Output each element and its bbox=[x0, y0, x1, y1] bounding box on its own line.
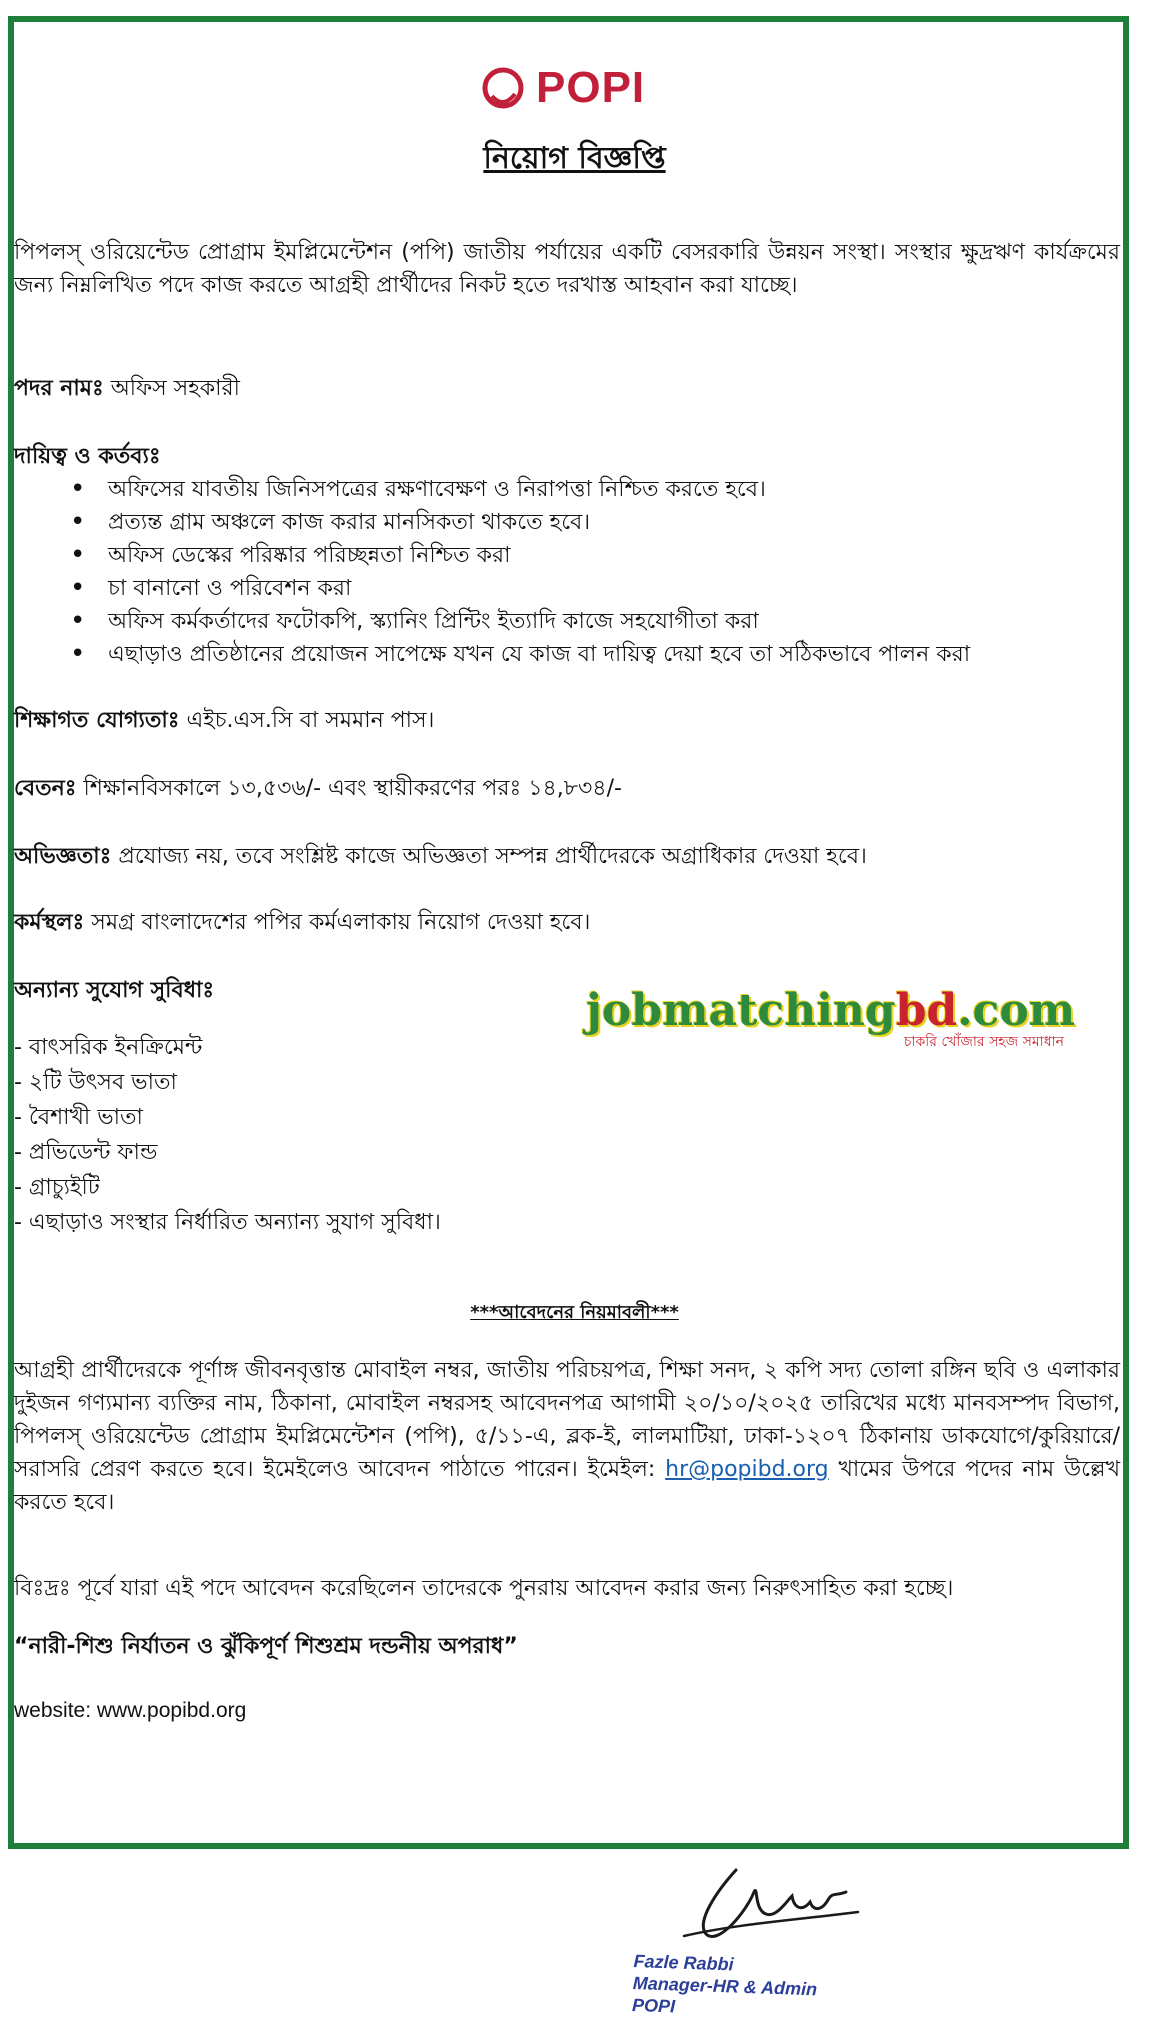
rules-heading: ***আবেদনের নিয়মাবলী*** bbox=[470, 1302, 679, 1323]
salary-line bbox=[14, 772, 1120, 805]
benefit-item: - এছাড়াও সংস্থার নির্ধারিত অন্যান্য সুযাগ সুবিধা। bbox=[14, 1210, 441, 1235]
duties-label: দায়িত্ব ও কর্তব্যঃ bbox=[14, 444, 161, 469]
duty-item: • অফিস ডেস্কের পরিষ্কার পরিচ্ছন্নতা নিশ্চিত করা bbox=[70, 539, 1120, 572]
salary-value: শিক্ষানবিসকালে ১৩,৫৩৬/- এবং স্থায়ীকরণের পরঃ ১৪,৮৩৪/- bbox=[83, 776, 622, 801]
page-title: নিয়োগ বিজ্ঞপ্তি bbox=[483, 141, 666, 176]
education-value: এইচ.এস.সি বা সমমান পাস। bbox=[186, 708, 435, 733]
duties-list bbox=[14, 473, 1120, 671]
benefit-item: - গ্রাচ্যুইটি bbox=[14, 1175, 100, 1200]
website-line: website: www.popibd.org bbox=[14, 1699, 247, 1722]
benefit-item: - বৈশাখী ভাতা bbox=[14, 1105, 143, 1130]
popi-logo-icon bbox=[478, 63, 528, 113]
watermark-logo bbox=[586, 985, 1076, 1036]
post-value: অফিস সহকারী bbox=[110, 376, 240, 401]
rules-text: আগ্রহী প্রার্থীদেরকে পূর্ণাঙ্গ জীবনবৃত্তান্ত মোবাইল নম্বর, জাতীয় পরিচয়পত্র, শিক্ষা সনদ, ২ কপি সদ্য তোলা রঙ্গিন ছবি ও এলাকার দুইজন গণ্যমান্য ব্যক্তির নাম, ঠিকানা, মোবাইল নম্বরসহ আবেদনপত্র আগামী ২০/১০/২০২৫ তারিখের মধ্যে মানবসম্পদ বিভাগ, পিপলস্ ওরিয়েন্টেড প্রোগ্রাম ইমপ্লিমেন্টেশন (পপি), ৫/১১-এ, ব্লক-ই, লালমাটিয়া, ঢাকা-১২০৭ ঠিকানায় ডাকযোগে/কুরিয়ারে/সরাসরি প্রেরণ করতে হবে। ইমেইলেও আবেদন পাঠাতে পারেন। ইমেইল: bbox=[14, 1358, 1120, 1482]
post-label: পদর নামঃ bbox=[14, 376, 104, 401]
duty-item: • প্রত্যন্ত গ্রাম অঞ্চলে কাজ করার মানসিকতা থাকতে হবে। bbox=[70, 506, 1120, 539]
intro-paragraph: পিপলস্ ওরিয়েন্টেড প্রোগ্রাম ইমপ্লিমেন্টেশন (পপি) জাতীয় পর্যায়ের একটি বেসরকারি উন্নয়ন সংস্থা। সংস্থার ক্ষুদ্রঋণ কার্যক্রমের জন্য নিম্নলিখিত পদে কাজ করতে আগ্রহী প্রার্থীদের নিকট হতে দরখাস্ত আহবান করা যাচ্ছে। bbox=[14, 240, 1120, 298]
workplace-line bbox=[14, 906, 1120, 939]
salary-label: বেতনঃ bbox=[14, 776, 77, 801]
duty-item: • এছাড়াও প্রতিষ্ঠানের প্রয়োজন সাপেক্ষে যখন যে কাজ বা দায়িত্ব দেয়া হবে তা সঠিকভাবে পালন করা bbox=[70, 638, 1120, 671]
benefits-list bbox=[14, 1030, 1120, 1240]
watermark-part2: bd bbox=[895, 985, 958, 1036]
benefit-item: - ২টি উৎসব ভাতা bbox=[14, 1070, 177, 1095]
benefit-item: - প্রভিডেন্ট ফান্ড bbox=[14, 1140, 158, 1165]
duty-item: • অফিস কর্মকর্তাদের ফটোকপি, স্ক্যানিং প্রিন্টিং ইত্যাদি কাজে সহযোগীতা করা bbox=[70, 605, 1120, 638]
slogan-line: “নারী-শিশু নির্যাতন ও ঝুঁকিপূর্ণ শিশুশ্রম দন্ডনীয় অপরাধ” bbox=[14, 1634, 518, 1659]
post-line bbox=[14, 372, 1120, 405]
experience-line bbox=[14, 840, 1120, 873]
education-line bbox=[14, 704, 1120, 737]
email-link[interactable]: hr@popibd.org bbox=[665, 1457, 829, 1482]
signatory-block bbox=[632, 1950, 819, 2022]
workplace-value: সমগ্র বাংলাদেশের পপির কর্মএলাকায় নিয়োগ দেওয়া হবে। bbox=[91, 910, 591, 935]
watermark-part1: jobmatching bbox=[586, 985, 896, 1036]
experience-label: অভিজ্ঞতাঃ bbox=[14, 844, 112, 869]
watermark-tagline: চাকরি খোঁজার সহজ সমাধান bbox=[903, 1034, 1064, 1050]
watermark-part3: .com bbox=[957, 985, 1076, 1036]
signatory-designation: Manager-HR & Admin bbox=[632, 1972, 818, 2000]
duty-item: • অফিসের যাবতীয় জিনিসপত্রের রক্ষণাবেক্ষণ ও নিরাপত্তা নিশ্চিত করতে হবে। bbox=[70, 473, 1120, 506]
workplace-label: কর্মস্থলঃ bbox=[14, 910, 85, 935]
signatory-name: Fazle Rabbi bbox=[633, 1950, 734, 1975]
handwritten-signature bbox=[676, 1862, 866, 1948]
experience-value: প্রযোজ্য নয়, তবে সংশ্লিষ্ট কাজে অভিজ্ঞতা সম্পন্ন প্রার্থীদেরকে অগ্রাধিকার দেওয়া হবে। bbox=[118, 844, 867, 869]
popi-logo bbox=[478, 60, 645, 116]
duty-item: • চা বানানো ও পরিবেশন করা bbox=[70, 572, 1120, 605]
rules-paragraph bbox=[14, 1354, 1120, 1519]
benefits-label: অন্যান্য সুযোগ সুবিধাঃ bbox=[14, 978, 215, 1003]
logo-text: POPI bbox=[536, 63, 646, 112]
signatory-org: POPI bbox=[631, 1994, 676, 2017]
note-line: বিঃদ্রঃ পূর্বে যারা এই পদে আবেদন করেছিলেন তাদেরকে পুনরায় আবেদন করার জন্য নিরুৎসাহিত করা হচ্ছে। bbox=[14, 1576, 954, 1601]
education-label: শিক্ষাগত যোগ্যতাঃ bbox=[14, 708, 180, 733]
benefit-item: - বাৎসরিক ইনক্রিমেন্ট bbox=[14, 1035, 203, 1060]
duties-section bbox=[14, 440, 1120, 671]
jobmatchingbd-watermark bbox=[586, 985, 1076, 1054]
rules-text-end: খামের উপরে পদের নাম উল্লেখ করতে হবে। bbox=[14, 1457, 1121, 1515]
